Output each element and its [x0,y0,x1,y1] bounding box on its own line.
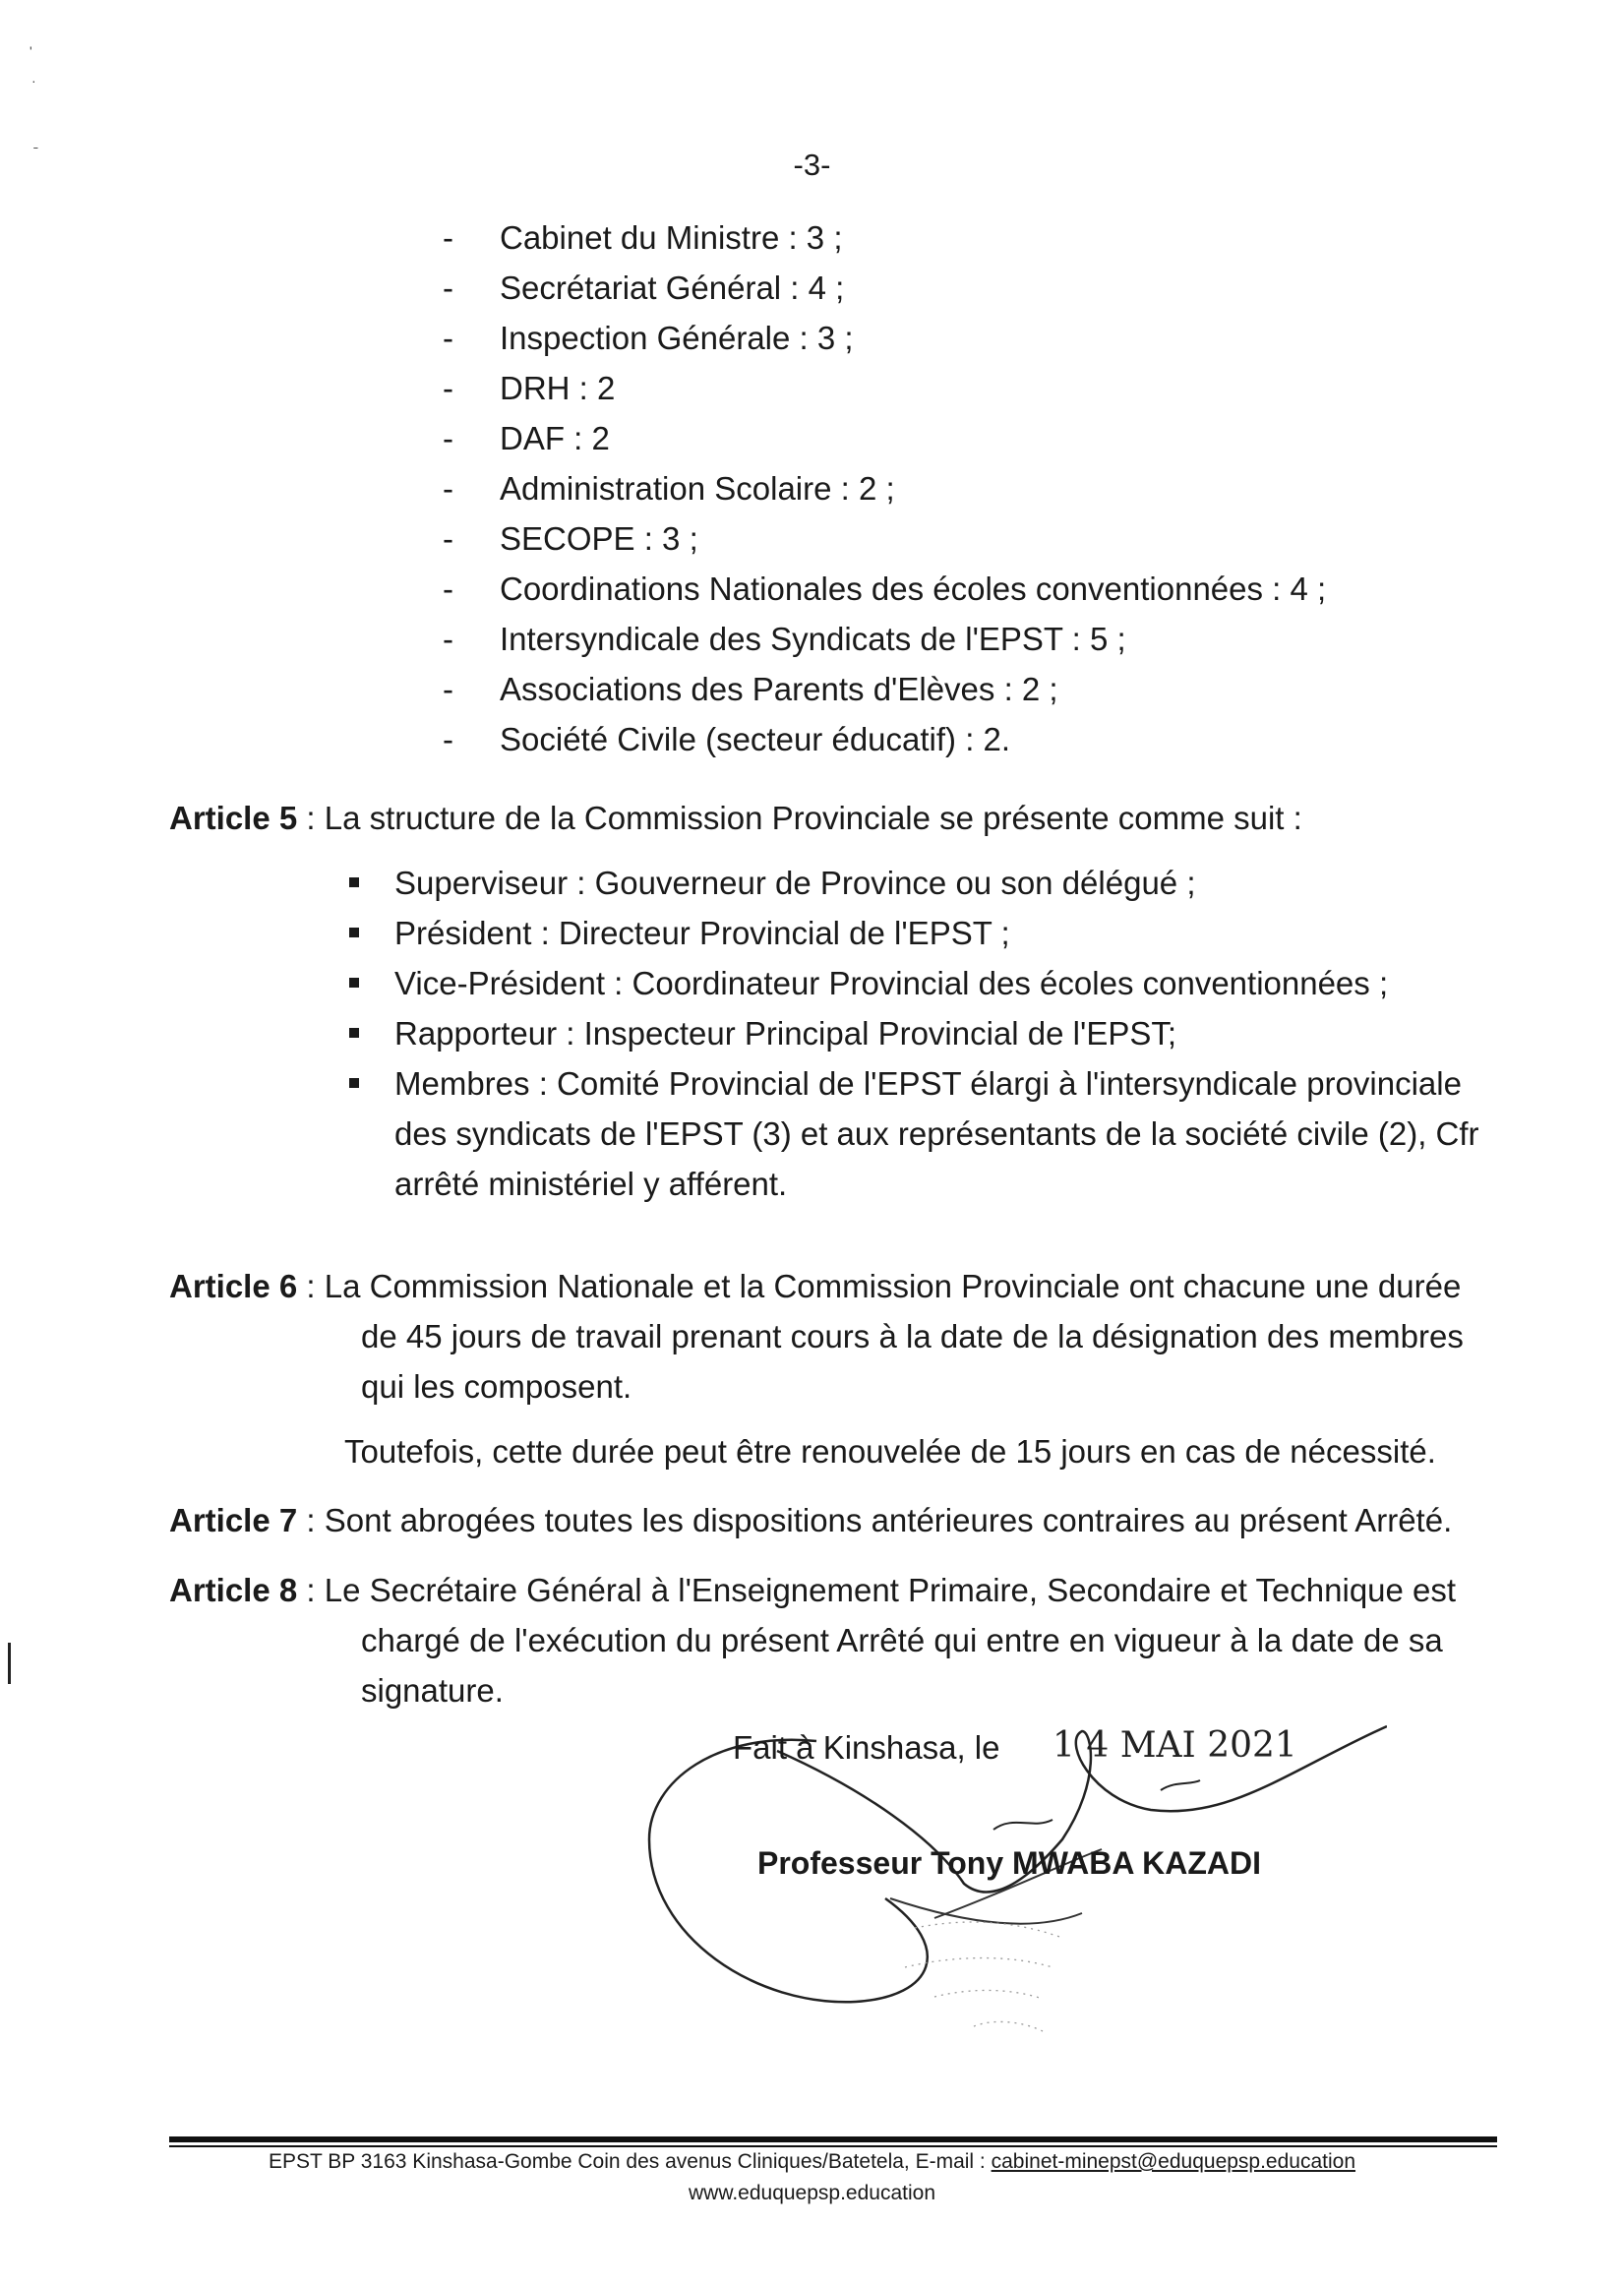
composition-list-item [443,313,1326,363]
scan-speck: · [31,73,36,89]
dash-bullet: - [443,370,453,406]
composition-list-item [443,614,1326,664]
article-6-line-1: : La Commission Nationale et la Commission Provinciale ont chacune une durée [297,1268,1462,1304]
structure-list-item-text: des syndicats de l'EPST (3) et aux représentants de la société civile (2), Cfr [394,1115,1479,1152]
dash-bullet: - [443,721,453,757]
composition-list-item [443,664,1326,714]
article-6 [169,1261,1461,1311]
article-6-paragraph-2: Toutefois, cette durée peut être renouvelée de 15 jours en cas de nécessité. [344,1433,1436,1470]
composition-list-item-text: Inspection Générale : 3 ; [500,320,854,356]
composition-list-item-text: Coordinations Nationales des écoles conventionnées : 4 ; [500,571,1327,607]
footer-address-text: EPST BP 3163 Kinshasa-Gombe Coin des avenus Cliniques/Batetela, E-mail : [268,2150,992,2173]
composition-list-item [443,564,1326,614]
article-8-line-1: : Le Secrétaire Général à l'Enseignement Primaire, Secondaire et Technique est [297,1572,1457,1608]
structure-list-item [347,1008,1479,1058]
article-6-line-3: qui les composent. [361,1368,632,1405]
composition-list-item-text: SECOPE : 3 ; [500,520,698,557]
signature-block [639,1712,1387,2066]
square-bullet-icon [349,1028,359,1038]
dash-bullet: - [443,520,453,557]
dash-bullet: - [443,470,453,507]
composition-list-item [443,212,1326,263]
footer-email-link[interactable]: cabinet-minepst@eduquepsp.education [991,2150,1356,2173]
composition-list-item [443,263,1326,313]
dash-bullet: - [443,571,453,607]
footer-address [0,2150,1624,2174]
structure-list-item-text: Rapporteur : Inspecteur Principal Provincial de l'EPST; [394,1015,1177,1052]
article-6-line-2: de 45 jours de travail prenant cours à la date de la désignation des membres [361,1318,1464,1354]
structure-list-item [347,1058,1479,1209]
dash-bullet: - [443,270,453,306]
footer-divider-thin [169,2145,1497,2147]
structure-list-item-text: Président : Directeur Provincial de l'EPST ; [394,915,1010,951]
footer-website[interactable]: www.eduquepsp.education [688,2182,935,2204]
dash-bullet: - [443,621,453,657]
scan-speck: ' [30,43,32,59]
square-bullet-icon [349,928,359,937]
article-5-text: : La structure de la Commission Provinciale se présente comme suit : [297,800,1302,836]
composition-list-item-text: DAF : 2 [500,420,610,456]
composition-list-item [443,513,1326,564]
composition-list-item [443,363,1326,413]
structure-list-item-text: Superviseur : Gouverneur de Province ou son délégué ; [394,865,1196,901]
composition-list-item-text: Société Civile (secteur éducatif) : 2. [500,721,1011,757]
article-8 [169,1565,1456,1615]
square-bullet-icon [349,877,359,887]
page-number: -3- [793,148,831,182]
scan-margin-mark [8,1643,11,1684]
composition-list-item [443,413,1326,463]
composition-list-item-text: Cabinet du Ministre : 3 ; [500,219,843,256]
dash-bullet: - [443,420,453,456]
article-5-label: Article 5 [169,800,298,836]
composition-list-item-text: DRH : 2 [500,370,616,406]
composition-list-item-text: Secrétariat Général : 4 ; [500,270,845,306]
structure-list-item [347,858,1479,908]
signer-name: Professeur Tony MWABA KAZADI [757,1845,1262,1881]
article-8-label: Article 8 [169,1572,298,1608]
composition-list-item-text: Intersyndicale des Syndicats de l'EPST : 5 ; [500,621,1126,657]
article-7-text: : Sont abrogées toutes les dispositions antérieures contraires au présent Arrêté. [297,1502,1453,1538]
footer-divider [169,2136,1497,2142]
structure-list-item [347,958,1479,1008]
article-8-line-3: signature. [361,1672,504,1709]
composition-list-item-text: Associations des Parents d'Elèves : 2 ; [500,671,1058,707]
article-7 [169,1495,1452,1545]
structure-list-item-text: Membres : Comité Provincial de l'EPST élargi à l'intersyndicale provinciale [394,1065,1462,1102]
structure-list-item-text: Vice-Président : Coordinateur Provincial des écoles conventionnées ; [394,965,1389,1001]
composition-list-item [443,714,1326,764]
square-bullet-icon [349,1078,359,1088]
dash-bullet: - [443,219,453,256]
composition-list-item [443,463,1326,513]
scan-speck: ˗ [33,138,38,153]
article-5 [169,793,1302,843]
article-7-label: Article 7 [169,1502,298,1538]
article-6-label: Article 6 [169,1268,298,1304]
dash-bullet: - [443,671,453,707]
commission-structure-list [347,858,1479,1209]
composition-list [443,212,1326,764]
structure-list-item [347,908,1479,958]
square-bullet-icon [349,978,359,988]
dash-bullet: - [443,320,453,356]
place-and-date-label: Fait à Kinshasa, le [733,1729,1000,1766]
article-8-line-2: chargé de l'exécution du présent Arrêté qui entre en vigueur à la date de sa [361,1622,1443,1658]
structure-list-item-text: arrêté ministériel y afférent. [394,1166,788,1202]
date-stamp: 1 4 MAI 2021 [1053,1725,1297,1766]
composition-list-item-text: Administration Scolaire : 2 ; [500,470,895,507]
